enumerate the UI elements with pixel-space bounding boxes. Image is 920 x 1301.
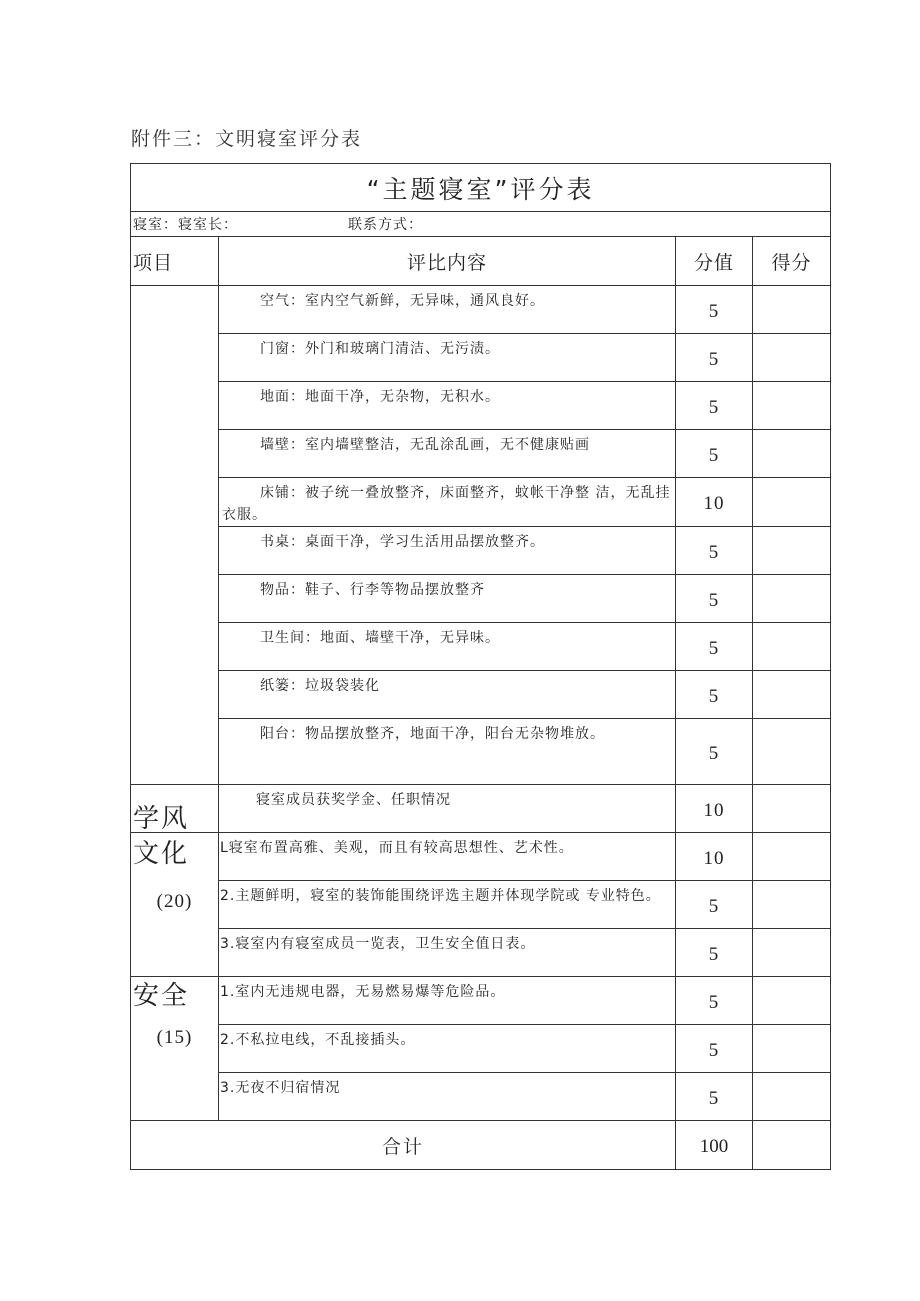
table-title: “主题寝室”评分表 (131, 164, 831, 212)
hygiene-value-doors: 5 (676, 334, 753, 382)
safety-value-3: 5 (676, 1073, 753, 1121)
hygiene-value-desk: 5 (676, 527, 753, 575)
hygiene-value-floor: 5 (676, 382, 753, 430)
hygiene-score-wastebasket[interactable] (753, 671, 831, 719)
hygiene-item-air: 空气：室内空气新鲜，无异味，通风良好。 (260, 293, 545, 309)
hygiene-score-desk[interactable] (753, 527, 831, 575)
hygiene-score-air[interactable] (753, 286, 831, 334)
culture-value-2: 5 (676, 881, 753, 929)
hygiene-item-balcony: 阳台：物品摆放整齐，地面干净，阳台无杂物堆放。 (260, 726, 605, 742)
hygiene-item-wastebasket: 纸篓：垃圾袋装化 (260, 678, 380, 694)
safety-category (131, 977, 219, 1121)
culture-score-1[interactable] (753, 833, 831, 881)
hygiene-value-bathroom: 5 (676, 623, 753, 671)
hygiene-category (131, 286, 219, 785)
culture-category (131, 833, 219, 977)
hygiene-score-walls[interactable] (753, 430, 831, 478)
total-label: 合计 (131, 1121, 676, 1170)
hygiene-item-walls: 墙壁：室内墙壁整洁，无乱涂乱画，无不健康贴画 (260, 437, 590, 453)
header-score: 得分 (753, 237, 831, 286)
safety-item-3: 3.无夜不归宿情况 (220, 1080, 341, 1096)
hygiene-value-air: 5 (676, 286, 753, 334)
safety-score-3[interactable] (753, 1073, 831, 1121)
hygiene-score-doors[interactable] (753, 334, 831, 382)
culture-value-1: 10 (676, 833, 753, 881)
hygiene-item-desk: 书桌：桌面干净，学习生活用品摆放整齐。 (260, 534, 545, 550)
safety-label: 安全 (133, 981, 190, 1011)
hygiene-score-balcony[interactable] (753, 719, 831, 785)
attachment-title: 附件三：文明寝室评分表 (131, 128, 363, 150)
hygiene-item-floor: 地面：地面干净，无杂物，无积水。 (260, 389, 500, 405)
hygiene-item-beds: 床铺：被子统一叠放整齐，床面整齐，蚊帐干净整 洁，无乱挂衣服。 (222, 485, 671, 523)
culture-item-1: L寝室布置高雅、美观，而且有较高思想性、艺术性。 (220, 840, 574, 856)
culture-value-3: 5 (676, 929, 753, 977)
scoring-table (130, 163, 831, 1170)
hygiene-score-floor[interactable] (753, 382, 831, 430)
hygiene-value-balcony: 5 (676, 719, 753, 785)
total-score[interactable] (753, 1121, 831, 1170)
dorm-label: 寝室： (133, 217, 178, 233)
hygiene-value-beds: 10 (676, 478, 753, 527)
study-score[interactable] (753, 785, 831, 833)
header-value: 分值 (676, 237, 753, 286)
safety-points: (15) (156, 1027, 193, 1048)
safety-score-1[interactable] (753, 977, 831, 1025)
safety-value-1: 5 (676, 977, 753, 1025)
culture-item-3: 3.寝室内有寝室成员一览表，卫生安全值日表。 (220, 936, 536, 952)
study-category (131, 785, 219, 833)
hygiene-score-beds[interactable] (753, 478, 831, 527)
header-content: 评比内容 (219, 237, 676, 286)
safety-item-2: 2.不私拉电线，不乱接插头。 (220, 1032, 416, 1048)
safety-item-1: 1.室内无违规电器，无易燃易爆等危险品。 (220, 984, 506, 1000)
contact-label: 联系方式： (348, 217, 423, 233)
culture-score-3[interactable] (753, 929, 831, 977)
culture-label: 文化 (133, 839, 190, 869)
safety-value-2: 5 (676, 1025, 753, 1073)
study-label: 学风 (133, 804, 190, 834)
leader-label: 寝室长： (178, 217, 238, 233)
culture-points: (20) (156, 891, 193, 912)
total-value: 100 (676, 1121, 753, 1170)
study-value: 10 (676, 785, 753, 833)
safety-score-2[interactable] (753, 1025, 831, 1073)
hygiene-item-doors: 门窗：外门和玻璃门清洁、无污渍。 (260, 341, 500, 357)
hygiene-item-bathroom: 卫生间：地面、墙壁干净，无异味。 (260, 630, 500, 646)
hygiene-item-belongings: 物品：鞋子、行李等物品摆放整齐 (260, 582, 485, 598)
hygiene-score-belongings[interactable] (753, 575, 831, 623)
hygiene-value-wastebasket: 5 (676, 671, 753, 719)
culture-item-2: 2.主题鲜明，寝室的装饰能围绕评选主题并体现学院或 专业特色。 (220, 888, 661, 904)
header-item: 项目 (131, 237, 219, 286)
culture-score-2[interactable] (753, 881, 831, 929)
hygiene-score-bathroom[interactable] (753, 623, 831, 671)
dorm-info-row (131, 212, 831, 237)
study-item: 寝室成员获奖学金、任职情况 (256, 792, 451, 808)
hygiene-value-walls: 5 (676, 430, 753, 478)
hygiene-value-belongings: 5 (676, 575, 753, 623)
